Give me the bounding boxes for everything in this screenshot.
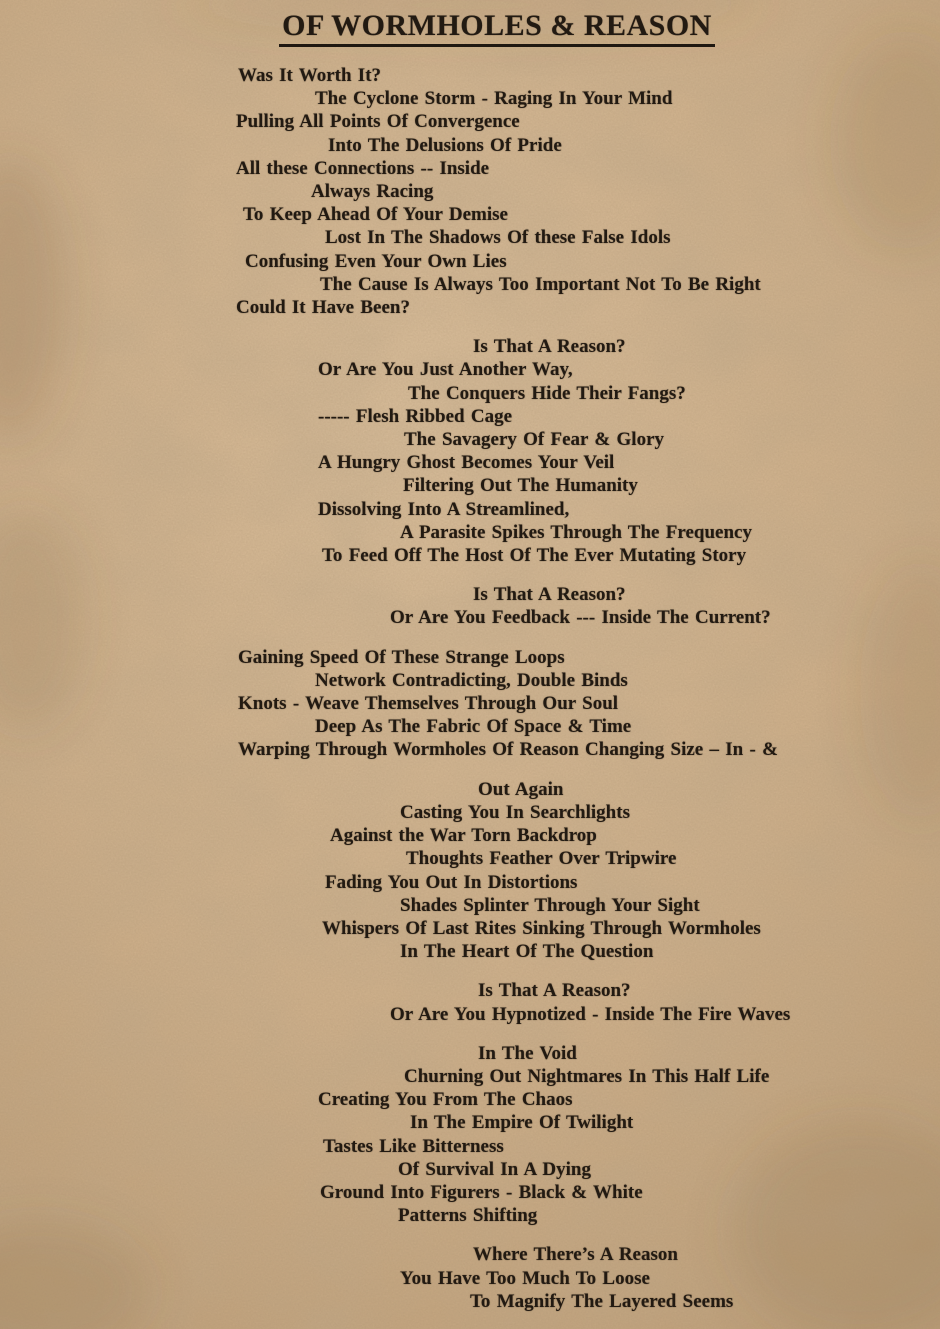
poem-line: In The Empire Of Twilight [410, 1112, 634, 1134]
poem-line: In The Heart Of The Question [400, 941, 654, 963]
poem-line: Deep As The Fabric Of Space & Time [315, 716, 632, 738]
poem-line: The Cyclone Storm - Raging In Your Mind [315, 88, 673, 110]
poem-line: Where There’s A Reason [473, 1244, 678, 1266]
poem-line: Or Are You Hypnotized - Inside The Fire Waves [390, 1003, 791, 1025]
poem-line: A Parasite Spikes Through The Frequency [400, 521, 752, 543]
poem-line: In The Void [478, 1042, 577, 1064]
page-title [0, 0, 940, 44]
poem-line: Filtering Out The Humanity [403, 475, 638, 497]
poem-line: The Savagery Of Fear & Glory [404, 429, 665, 451]
poem-line: Churning Out Nightmares In This Half Life [404, 1065, 770, 1087]
stanza [236, 335, 940, 567]
poem-line: Always Racing [311, 181, 434, 203]
stanza [236, 1042, 940, 1228]
poem-line: Pulling All Points Of Convergence [236, 111, 520, 133]
poem-line: Thoughts Feather Over Tripwire [406, 848, 677, 870]
poem-line: ----- Flesh Ribbed Cage [318, 405, 513, 427]
stanza [236, 778, 940, 964]
poem-line: Or Are You Feedback --- Inside The Current? [390, 607, 771, 629]
poem-line: To Keep Ahead Of Your Demise [243, 204, 508, 226]
poem-line: Creating You From The Chaos [318, 1089, 573, 1111]
poem-line: The Cause Is Always Too Important Not To Be Right [320, 273, 761, 295]
poem-line: You Have Too Much To Loose [400, 1267, 650, 1289]
stanza [236, 1243, 940, 1313]
poem-line: Of Survival In A Dying [398, 1158, 591, 1180]
poem-line: Is That A Reason? [473, 336, 626, 358]
poem-line: Network Contradicting, Double Binds [315, 669, 628, 691]
stanza [236, 979, 940, 1025]
poem-line: Knots - Weave Themselves Through Our Soul [238, 693, 619, 715]
poem-line: A Hungry Ghost Becomes Your Veil [318, 452, 615, 474]
poem-line: The Conquers Hide Their Fangs? [408, 382, 686, 404]
poem-line: Fading You Out In Distortions [325, 871, 578, 893]
poem-line: Tastes Like Bitterness [323, 1135, 504, 1157]
poem-line: Is That A Reason? [473, 584, 626, 606]
poem-line: To Magnify The Layered Seems [470, 1290, 734, 1312]
poem-line: Casting You In Searchlights [400, 801, 630, 823]
poem-line: Is That A Reason? [478, 980, 631, 1002]
poem-line: All these Connections -- Inside [236, 157, 490, 179]
poem-line: Confusing Even Your Own Lies [245, 250, 507, 272]
poem-line: Whispers Of Last Rites Sinking Through Wormholes [322, 917, 761, 939]
stanza [236, 583, 940, 629]
poem-line: Ground Into Figurers - Black & White [320, 1181, 643, 1203]
stanza [236, 64, 940, 319]
stanza [236, 646, 940, 762]
poem [236, 64, 940, 1313]
poem-line: Against the War Torn Backdrop [330, 825, 597, 847]
poem-line: Lost In The Shadows Of these False Idols [325, 227, 671, 249]
poem-line: Dissolving Into A Streamlined, [318, 498, 570, 520]
page-title-text: OF WORMHOLES & REASON [279, 9, 715, 47]
poem-line: Gaining Speed Of These Strange Loops [238, 646, 565, 668]
poem-line: Out Again [478, 778, 564, 800]
poem-line: Shades Splinter Through Your Sight [400, 894, 700, 916]
poem-line: Patterns Shifting [398, 1205, 538, 1227]
poem-line: Could It Have Been? [236, 297, 410, 319]
poem-line: Into The Delusions Of Pride [328, 134, 562, 156]
poem-line: Warping Through Wormholes Of Reason Changing Size – In - & [238, 739, 778, 761]
poem-line: Or Are You Just Another Way, [318, 359, 573, 381]
poem-line: Was It Worth It? [238, 65, 382, 86]
poem-line: To Feed Off The Host Of The Ever Mutating Story [322, 545, 747, 567]
